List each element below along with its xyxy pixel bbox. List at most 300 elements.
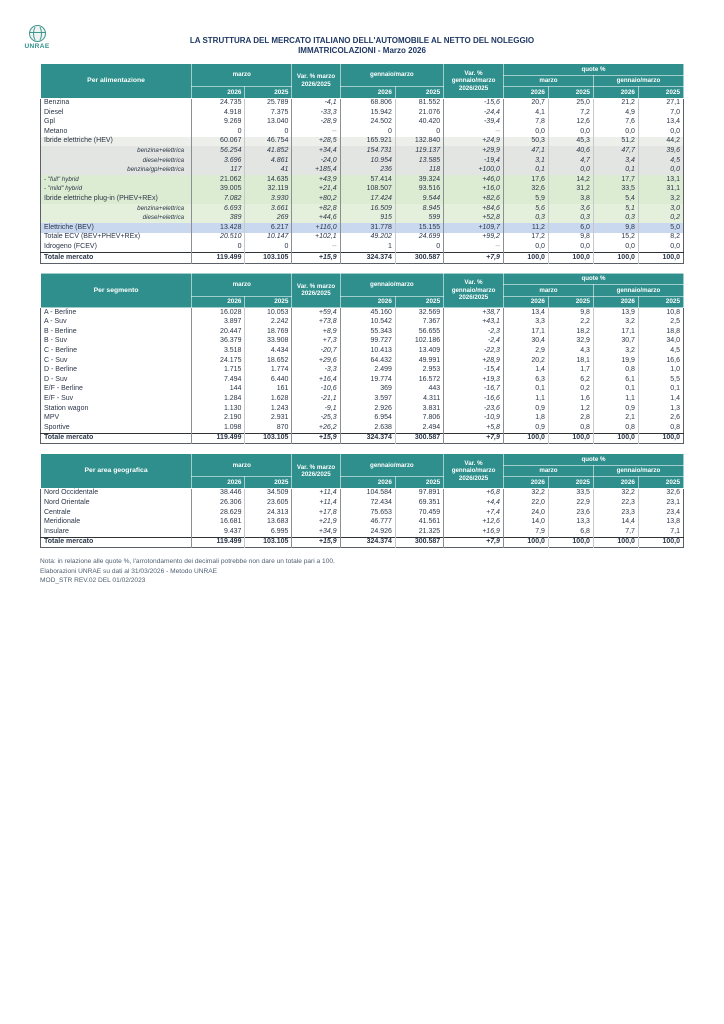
column-header-group: Per segmento — [41, 273, 192, 308]
cell-value: 41 — [245, 166, 292, 176]
row-label: Idrogeno (FCEV) — [41, 242, 192, 252]
cell-value: 3,6 — [548, 204, 593, 214]
cell-value: 47,1 — [503, 146, 548, 156]
cell-value: 324.374 — [340, 253, 395, 264]
column-header-var-marzo: Var. % marzo 2026/2025 — [292, 64, 340, 99]
cell-value: 3.930 — [245, 194, 292, 204]
cell-value: 55.343 — [340, 327, 395, 337]
cell-value: 0,2 — [670, 214, 680, 222]
cell-value: 32,6 — [503, 185, 548, 195]
cell-value: 100,0 — [503, 537, 548, 548]
cell-value: 16.028 — [192, 308, 245, 318]
cell-value: 32,9 — [548, 337, 593, 347]
cell-value: +21,9 — [292, 518, 340, 528]
cell-value: 45,3 — [548, 137, 593, 147]
cell-value: 599 — [395, 214, 443, 224]
cell-value: 33.908 — [245, 337, 292, 347]
cell-value: +28,5 — [292, 137, 340, 147]
cell-value: 100,0 — [593, 253, 638, 264]
row-label: D - Berline — [41, 366, 192, 376]
row-label: - "mild" hybrid — [41, 185, 192, 195]
cell-value: 18,8 — [666, 327, 680, 335]
cell-value: 6,3 — [503, 375, 548, 385]
cell-value: 0,1 — [503, 166, 548, 176]
cell-value: +185,4 — [292, 166, 340, 176]
cell-value: 0,8 — [670, 423, 680, 431]
table-row — [41, 404, 684, 414]
cell-value: 11,2 — [503, 223, 548, 233]
cell-value: 1 — [340, 242, 395, 252]
cell-value: 24.502 — [340, 118, 395, 128]
cell-value: 45.160 — [340, 308, 395, 318]
column-header-marzo: marzo — [192, 273, 292, 296]
cell-value: 7.082 — [192, 194, 245, 204]
year-header: 2026 — [503, 477, 548, 489]
column-header-gennaio: gennaio/marzo — [340, 273, 444, 296]
cell-value: 13.409 — [395, 346, 443, 356]
table-row — [41, 518, 684, 528]
cell-value: 6,1 — [593, 375, 638, 385]
cell-value: -23,6 — [444, 404, 504, 414]
cell-value: 4,7 — [548, 156, 593, 166]
cell-value: 19,9 — [593, 356, 638, 366]
cell-value: 1.130 — [192, 404, 245, 414]
cell-value: 23,3 — [593, 508, 638, 518]
table-row — [41, 337, 684, 347]
row-label: benzina/gpl+elettrica — [41, 166, 192, 176]
cell-value: 60.067 — [192, 137, 245, 147]
cell-value: -- — [292, 127, 340, 137]
cell-value: 0,0 — [548, 242, 593, 252]
cell-value: 300.587 — [395, 537, 443, 548]
cell-value: 1,1 — [593, 394, 638, 404]
cell-value: 69.351 — [395, 499, 443, 509]
cell-value: 32,2 — [593, 488, 638, 498]
cell-value: 108.507 — [340, 185, 395, 195]
row-label: E/F - Suv — [41, 394, 192, 404]
table-row — [41, 423, 684, 433]
cell-value: -20,7 — [292, 346, 340, 356]
cell-value: 30,7 — [593, 337, 638, 347]
cell-value: 49.991 — [395, 356, 443, 366]
year-header: 2025 — [548, 477, 593, 489]
cell-value: 39.005 — [192, 185, 245, 195]
cell-value: +19,3 — [444, 375, 504, 385]
year-header: 2026 — [192, 87, 245, 99]
table-row — [41, 108, 684, 118]
row-label: B - Suv — [41, 337, 192, 347]
cell-value: 0 — [395, 127, 443, 137]
cell-value: 23,4 — [666, 508, 680, 516]
cell-value: 16.681 — [192, 518, 245, 528]
cell-value: 20,7 — [503, 98, 548, 108]
cell-value: 0 — [340, 127, 395, 137]
cell-value: 17,1 — [503, 327, 548, 337]
row-label: E/F - Berline — [41, 385, 192, 395]
cell-value: 0,0 — [503, 127, 548, 137]
cell-value: +82,8 — [292, 204, 340, 214]
row-label: C - Suv — [41, 356, 192, 366]
cell-value: +7,9 — [444, 253, 504, 264]
table-row — [41, 527, 684, 537]
cell-value: 7,6 — [593, 118, 638, 128]
cell-value: 0,0 — [593, 242, 638, 252]
cell-value: +17,8 — [292, 508, 340, 518]
cell-value: 68.806 — [340, 98, 395, 108]
table-row — [41, 223, 684, 233]
row-label: - "full" hybrid — [41, 175, 192, 185]
cell-value: +11,4 — [292, 499, 340, 509]
table-row — [41, 233, 684, 243]
cell-value: 100,0 — [662, 434, 680, 442]
table-row — [41, 499, 684, 509]
cell-value: 13.428 — [192, 223, 245, 233]
cell-value: +11,4 — [292, 488, 340, 498]
row-label: benzina+elettrica — [41, 204, 192, 214]
column-header-quote-gennaio: gennaio/marzo — [593, 75, 683, 87]
cell-value: 24,0 — [503, 508, 548, 518]
title-line-1: LA STRUTTURA DEL MERCATO ITALIANO DELL'AUTOMOBILE AL NETTO DEL NOLEGGIO — [189, 36, 535, 45]
cell-value: +29,6 — [292, 356, 340, 366]
cell-value: +59,4 — [292, 308, 340, 318]
cell-value: 75.653 — [340, 508, 395, 518]
cell-value: 3,3 — [503, 318, 548, 328]
cell-value: 15.155 — [395, 223, 443, 233]
cell-value: 6,0 — [548, 223, 593, 233]
cell-value: 23.605 — [245, 499, 292, 509]
cell-value: 0,0 — [548, 127, 593, 137]
cell-value: 7,1 — [670, 527, 680, 535]
cell-value: 6.693 — [192, 204, 245, 214]
cell-value: -24,0 — [292, 156, 340, 166]
column-header-group: Per alimentazione — [41, 64, 192, 99]
row-label: Meridionale — [41, 518, 192, 528]
cell-value: 7.367 — [395, 318, 443, 328]
year-header: 2026 — [340, 477, 395, 489]
year-header: 2025 — [395, 296, 443, 308]
cell-value: 5,4 — [593, 194, 638, 204]
cell-value: 24.926 — [340, 527, 395, 537]
cell-value: -10,6 — [292, 385, 340, 395]
cell-value: 7.375 — [245, 108, 292, 118]
cell-value: 0,0 — [670, 166, 680, 174]
cell-value: 161 — [245, 385, 292, 395]
cell-value: +38,7 — [444, 308, 504, 318]
cell-value: 97.891 — [395, 488, 443, 498]
cell-value: 33,5 — [548, 488, 593, 498]
cell-value: 7,9 — [503, 527, 548, 537]
cell-value: 6.440 — [245, 375, 292, 385]
cell-value: 70.459 — [395, 508, 443, 518]
cell-value: 14.635 — [245, 175, 292, 185]
year-header: 2025 — [245, 296, 292, 308]
cell-value: 23,6 — [548, 508, 593, 518]
cell-value: 0,9 — [593, 404, 638, 414]
cell-value: 0,9 — [503, 423, 548, 433]
cell-value: 8,2 — [670, 233, 680, 241]
cell-value: 6,8 — [548, 527, 593, 537]
column-header-marzo: marzo — [192, 454, 292, 477]
table-row — [41, 508, 684, 518]
year-header: 2025 — [638, 296, 683, 308]
column-header-gennaio: gennaio/marzo — [340, 454, 444, 477]
cell-value: 34.509 — [245, 488, 292, 498]
cell-value: 300.587 — [395, 253, 443, 264]
row-label: MPV — [41, 414, 192, 424]
column-header-quote: quote % — [503, 64, 683, 76]
cell-value: 3,1 — [503, 156, 548, 166]
cell-value: 104.584 — [340, 488, 395, 498]
year-header: 2025 — [245, 477, 292, 489]
column-header-quote: quote % — [503, 273, 683, 285]
table-row — [41, 185, 684, 195]
cell-value: 18,1 — [548, 356, 593, 366]
table-per-area-geografica — [40, 453, 684, 548]
cell-value: 7,8 — [503, 118, 548, 128]
cell-value: 1,2 — [548, 404, 593, 414]
cell-value: 64.432 — [340, 356, 395, 366]
globe-icon — [29, 25, 46, 42]
cell-value: 56.655 — [395, 327, 443, 337]
cell-value: +109,7 — [444, 223, 504, 233]
row-label: Sportive — [41, 423, 192, 433]
cell-value: 1,3 — [670, 404, 680, 412]
table-row — [41, 356, 684, 366]
cell-value: 0,8 — [548, 423, 593, 433]
cell-value: 369 — [340, 385, 395, 395]
table-row — [41, 146, 684, 156]
cell-value: 1.774 — [245, 366, 292, 376]
cell-value: 24.175 — [192, 356, 245, 366]
cell-value: 3,2 — [593, 346, 638, 356]
row-label: Insulare — [41, 527, 192, 537]
cell-value: -33,3 — [292, 108, 340, 118]
cell-value: 20.447 — [192, 327, 245, 337]
cell-value: +80,2 — [292, 194, 340, 204]
cell-value: 9,8 — [548, 233, 593, 243]
cell-value: 2,1 — [593, 414, 638, 424]
cell-value: 3,0 — [670, 204, 680, 212]
cell-value: -10,9 — [444, 414, 504, 424]
cell-value: 13,4 — [666, 118, 680, 126]
table-row — [41, 204, 684, 214]
year-header: 2026 — [593, 296, 638, 308]
cell-value: +16,9 — [444, 527, 504, 537]
table-body — [41, 308, 684, 444]
cell-value: +24,9 — [444, 137, 504, 147]
cell-value: +7,3 — [292, 337, 340, 347]
table-row — [41, 488, 684, 498]
cell-value: 100,0 — [548, 537, 593, 548]
cell-value: 0,0 — [548, 166, 593, 176]
cell-value: 49.202 — [340, 233, 395, 243]
row-label: Nord Occidentale — [41, 488, 192, 498]
cell-value: +28,9 — [444, 356, 504, 366]
column-header-var-gennaio: Var. % gennaio/marzo 2026/2025 — [444, 454, 504, 489]
cell-value: +6,8 — [444, 488, 504, 498]
cell-value: 6.217 — [245, 223, 292, 233]
cell-value: 4,9 — [593, 108, 638, 118]
cell-value: 915 — [340, 214, 395, 224]
cell-value: 0,3 — [503, 214, 548, 224]
cell-value: 4,1 — [503, 108, 548, 118]
cell-value: 21.076 — [395, 108, 443, 118]
year-header: 2026 — [192, 296, 245, 308]
cell-value: -- — [444, 242, 504, 252]
cell-value: 100,0 — [593, 433, 638, 444]
cell-value: 9.269 — [192, 118, 245, 128]
cell-value: +84,6 — [444, 204, 504, 214]
row-label: Totale ECV (BEV+PHEV+REx) — [41, 233, 192, 243]
cell-value: 100,0 — [662, 538, 680, 546]
cell-value: +15,9 — [292, 253, 340, 264]
cell-value: 24.699 — [395, 233, 443, 243]
cell-value: 22,9 — [548, 499, 593, 509]
table-row — [41, 98, 684, 108]
table-row — [41, 156, 684, 166]
cell-value: 12,6 — [548, 118, 593, 128]
table-row — [41, 127, 684, 137]
column-header-quote-marzo: marzo — [503, 465, 593, 477]
table-per-alimentazione — [40, 63, 684, 264]
column-header-quote: quote % — [503, 454, 683, 466]
cell-value: +7,9 — [444, 537, 504, 548]
cell-value: 15,2 — [593, 233, 638, 243]
cell-value: +5,8 — [444, 423, 504, 433]
cell-value: 7.494 — [192, 375, 245, 385]
cell-value: 0,3 — [593, 214, 638, 224]
year-header: 2026 — [192, 477, 245, 489]
table-row — [41, 118, 684, 128]
cell-value: 21.062 — [192, 175, 245, 185]
row-label: Diesel — [41, 108, 192, 118]
cell-value: 93.516 — [395, 185, 443, 195]
cell-value: 56.254 — [192, 146, 245, 156]
cell-value: 46.777 — [340, 518, 395, 528]
cell-value: 6.995 — [245, 527, 292, 537]
cell-value: 18.769 — [245, 327, 292, 337]
cell-value: 119.137 — [395, 146, 443, 156]
year-header: 2025 — [245, 87, 292, 99]
cell-value: -24,4 — [444, 108, 504, 118]
table-row — [41, 327, 684, 337]
cell-value: 19.774 — [340, 375, 395, 385]
cell-value: -4,1 — [292, 98, 340, 108]
cell-value: +7,4 — [444, 508, 504, 518]
table-row — [41, 214, 684, 224]
column-header-quote-marzo: marzo — [503, 285, 593, 297]
cell-value: 100,0 — [593, 537, 638, 548]
cell-value: 10.147 — [245, 233, 292, 243]
row-label: Totale mercato — [41, 537, 192, 548]
cell-value: 3,8 — [548, 194, 593, 204]
cell-value: 4,3 — [548, 346, 593, 356]
cell-value: 44,2 — [666, 137, 680, 145]
cell-value: 81.552 — [395, 98, 443, 108]
cell-value: -- — [292, 242, 340, 252]
cell-value: 0 — [245, 242, 292, 252]
row-label: C - Berline — [41, 346, 192, 356]
cell-value: 14,2 — [548, 175, 593, 185]
table-row — [41, 366, 684, 376]
table-row — [41, 385, 684, 395]
cell-value: 16,6 — [666, 356, 680, 364]
row-label: A - Berline — [41, 308, 192, 318]
cell-value: 870 — [245, 423, 292, 433]
cell-value: +26,2 — [292, 423, 340, 433]
cell-value: +15,9 — [292, 433, 340, 444]
cell-value: 3.661 — [245, 204, 292, 214]
table-row — [41, 414, 684, 424]
cell-value: 16.572 — [395, 375, 443, 385]
cell-value: 117 — [192, 166, 245, 176]
cell-value: 2.926 — [340, 404, 395, 414]
row-label: Ibride elettriche plug-in (PHEV+REx) — [41, 194, 192, 204]
cell-value: 8.945 — [395, 204, 443, 214]
table-row — [41, 394, 684, 404]
table-row — [41, 308, 684, 318]
cell-value: 0,3 — [548, 214, 593, 224]
cell-value: -21,1 — [292, 394, 340, 404]
cell-value: 100,0 — [548, 253, 593, 264]
cell-value: 13,9 — [593, 308, 638, 318]
cell-value: 0 — [192, 242, 245, 252]
cell-value: 7,0 — [670, 108, 680, 116]
cell-value: +7,9 — [444, 433, 504, 444]
cell-value: 14,4 — [593, 518, 638, 528]
cell-value: 144 — [192, 385, 245, 395]
cell-value: 4.861 — [245, 156, 292, 166]
cell-value: 32,6 — [666, 489, 680, 497]
cell-value: 0 — [245, 127, 292, 137]
cell-value: 1.098 — [192, 423, 245, 433]
cell-value: 3.897 — [192, 318, 245, 328]
cell-value: 3.597 — [340, 394, 395, 404]
cell-value: -16,6 — [444, 394, 504, 404]
row-label: Totale mercato — [41, 433, 192, 444]
unrae-logo — [20, 25, 54, 50]
cell-value: 72.434 — [340, 499, 395, 509]
cell-value: -9,1 — [292, 404, 340, 414]
cell-value: 2.190 — [192, 414, 245, 424]
row-label: Station wagon — [41, 404, 192, 414]
row-label: diesel+elettrica — [41, 156, 192, 166]
row-label: Elettriche (BEV) — [41, 223, 192, 233]
row-label: Centrale — [41, 508, 192, 518]
table-row — [41, 318, 684, 328]
cell-value: 100,0 — [548, 433, 593, 444]
cell-value: 47,7 — [593, 146, 638, 156]
table-row — [41, 166, 684, 176]
cell-value: 51,2 — [593, 137, 638, 147]
table-row — [41, 194, 684, 204]
cell-value: 1,4 — [670, 394, 680, 402]
row-label: benzina+elettrica — [41, 146, 192, 156]
cell-value: 41.852 — [245, 146, 292, 156]
cell-value: -2,4 — [444, 337, 504, 347]
cell-value: 324.374 — [340, 537, 395, 548]
cell-value: +29,9 — [444, 146, 504, 156]
cell-value: 3,2 — [593, 318, 638, 328]
cell-value: 3,2 — [670, 194, 680, 202]
cell-value: +16,0 — [444, 185, 504, 195]
cell-value: 13.585 — [395, 156, 443, 166]
cell-value: 20,2 — [503, 356, 548, 366]
cell-value: 3.518 — [192, 346, 245, 356]
cell-value: 39.324 — [395, 175, 443, 185]
cell-value: 154.731 — [340, 146, 395, 156]
cell-value: 5,1 — [593, 204, 638, 214]
